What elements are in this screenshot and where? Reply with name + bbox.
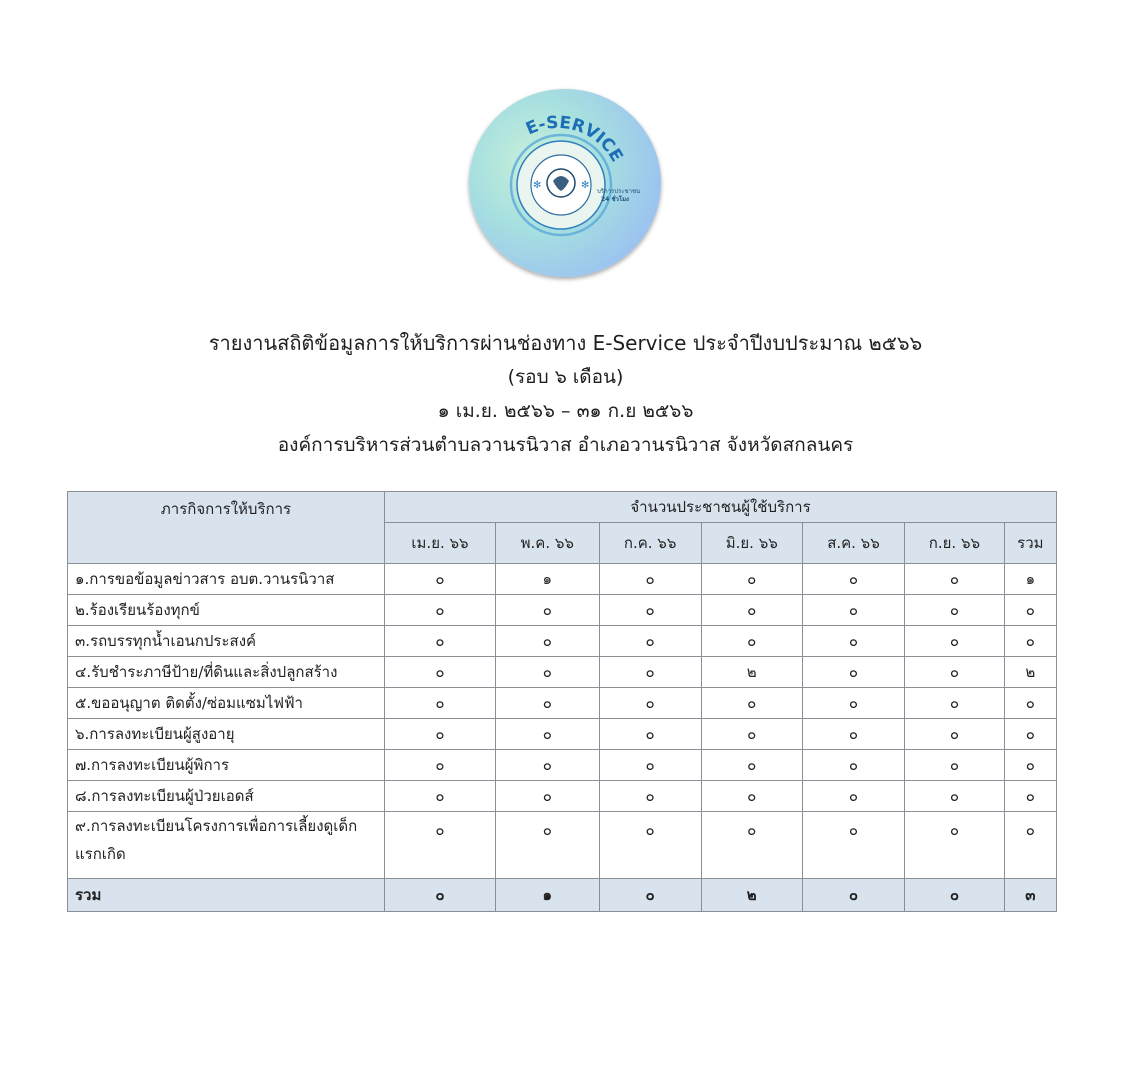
report-title: รายงานสถิติข้อมูลการให้บริการผ่านช่องทาง E-Service ประจำปีงบประมาณ ๒๕๖๖: [208, 331, 923, 355]
task-cell: ๕.ขออนุญาต ติดตั้ง/ซ่อมแซมไฟฟ้า: [68, 688, 385, 719]
count-cell: ๐: [905, 626, 1005, 657]
logo-small-text-2: 24 ชั่วโมง: [601, 196, 629, 203]
count-cell: ๐: [496, 812, 600, 879]
task-cell: ๔.รับชำระภาษีป้าย/ที่ดินและสิ่งปลูกสร้าง: [68, 657, 385, 688]
count-cell: ๐: [599, 595, 701, 626]
total-cell: ๐: [599, 879, 701, 912]
table-row: [68, 595, 1057, 626]
table-row: [68, 781, 1057, 812]
count-cell: ๐: [905, 595, 1005, 626]
report-headings: [0, 326, 1131, 462]
count-cell: ๐: [1004, 626, 1056, 657]
count-cell: ๐: [385, 564, 496, 595]
count-cell: ๐: [385, 781, 496, 812]
count-cell: ๐: [385, 719, 496, 750]
count-cell: ๐: [802, 657, 904, 688]
task-cell: ๖.การลงทะเบียนผู้สูงอายุ: [68, 719, 385, 750]
count-cell: ๑: [1004, 564, 1056, 595]
task-column-header: ภารกิจการให้บริการ: [68, 492, 385, 564]
count-cell: ๐: [905, 688, 1005, 719]
svg-text:✻: ✻: [581, 180, 590, 191]
count-cell: ๐: [1004, 750, 1056, 781]
count-cell: ๐: [599, 812, 701, 879]
count-cell: ๐: [1004, 719, 1056, 750]
count-cell: ๐: [802, 812, 904, 879]
count-cell: ๐: [905, 719, 1005, 750]
count-cell: ๐: [496, 750, 600, 781]
count-cell: ๐: [599, 626, 701, 657]
report-organization: องค์การบริหารส่วนตำบลวานรนิวาส อำเภอวานรนิวาส จังหวัดสกลนคร: [277, 434, 854, 456]
total-label: รวม: [68, 879, 385, 912]
table-row: [68, 719, 1057, 750]
month-column-header: ก.ย. ๖๖: [905, 523, 1005, 564]
table-row: [68, 657, 1057, 688]
logo-small-text: บริการประชาชน: [597, 188, 641, 195]
count-cell: ๐: [701, 750, 802, 781]
count-cell: ๐: [599, 719, 701, 750]
count-cell: ๐: [496, 626, 600, 657]
count-cell: ๐: [1004, 781, 1056, 812]
count-cell: ๑: [496, 564, 600, 595]
count-cell: ๐: [385, 688, 496, 719]
count-cell: ๐: [802, 781, 904, 812]
table-row: [68, 750, 1057, 781]
count-cell: ๐: [599, 564, 701, 595]
count-cell: ๐: [496, 595, 600, 626]
logo-circle: [469, 89, 661, 277]
total-cell: ๐: [802, 879, 904, 912]
count-cell: ๐: [1004, 688, 1056, 719]
month-column-header: รวม: [1004, 523, 1056, 564]
count-cell: ๐: [599, 688, 701, 719]
table-row: [68, 626, 1057, 657]
month-column-header: มิ.ย. ๖๖: [701, 523, 802, 564]
count-cell: ๒: [1004, 657, 1056, 688]
count-cell: ๐: [496, 688, 600, 719]
count-cell: ๐: [802, 750, 904, 781]
count-cell: ๐: [701, 781, 802, 812]
table-row: [68, 564, 1057, 595]
count-cell: ๐: [802, 626, 904, 657]
count-cell: ๐: [496, 781, 600, 812]
count-cell: ๐: [385, 595, 496, 626]
logo-arc-text: E-SERVICE: [523, 112, 627, 166]
count-cell: ๐: [496, 657, 600, 688]
total-cell: ๓: [1004, 879, 1056, 912]
count-cell: ๐: [701, 564, 802, 595]
report-period: ๑ เม.ย. ๒๕๖๖ – ๓๑ ก.ย ๒๕๖๖: [437, 400, 694, 422]
task-cell: ๙.การลงทะเบียนโครงการเพื่อการเลี้ยงดูเด็กแรกเกิด: [68, 812, 385, 879]
table-row: [68, 812, 1057, 879]
count-cell: ๐: [385, 657, 496, 688]
count-cell: ๐: [701, 688, 802, 719]
count-cell: ๐: [905, 564, 1005, 595]
count-cell: ๐: [802, 688, 904, 719]
count-cell: ๐: [1004, 812, 1056, 879]
task-cell: ๑.การขอข้อมูลข่าวสาร อบต.วานรนิวาส: [68, 564, 385, 595]
svg-text:✻: ✻: [533, 180, 542, 191]
statistics-table: [67, 491, 1057, 912]
count-cell: ๐: [701, 719, 802, 750]
total-cell: ๑: [496, 879, 600, 912]
month-column-header: ก.ค. ๖๖: [599, 523, 701, 564]
month-column-header: ส.ค. ๖๖: [802, 523, 904, 564]
count-cell: ๒: [701, 657, 802, 688]
count-cell: ๐: [905, 812, 1005, 879]
total-cell: ๐: [905, 879, 1005, 912]
count-cell: ๐: [701, 812, 802, 879]
count-cell: ๐: [385, 626, 496, 657]
e-service-logo: [469, 89, 661, 277]
task-cell: ๗.การลงทะเบียนผู้พิการ: [68, 750, 385, 781]
total-row: [68, 879, 1057, 912]
logo-emblem-icon: [469, 89, 661, 277]
month-column-header: เม.ย. ๖๖: [385, 523, 496, 564]
count-cell: ๐: [599, 750, 701, 781]
count-cell: ๐: [496, 719, 600, 750]
table-row: [68, 688, 1057, 719]
count-cell: ๐: [802, 595, 904, 626]
count-cell: ๐: [701, 595, 802, 626]
total-cell: ๒: [701, 879, 802, 912]
count-cell: ๐: [905, 781, 1005, 812]
count-cell: ๐: [599, 657, 701, 688]
count-cell: ๐: [905, 657, 1005, 688]
month-column-header: พ.ค. ๖๖: [496, 523, 600, 564]
count-cell: ๐: [385, 812, 496, 879]
report-subtitle: (รอบ ๖ เดือน): [507, 366, 624, 388]
count-cell: ๐: [905, 750, 1005, 781]
group-column-header: จำนวนประชาชนผู้ใช้บริการ: [385, 492, 1057, 523]
count-cell: ๐: [802, 564, 904, 595]
count-cell: ๐: [701, 626, 802, 657]
task-cell: ๒.ร้องเรียนร้องทุกข์: [68, 595, 385, 626]
total-cell: ๐: [385, 879, 496, 912]
task-cell: ๓.รถบรรทุกน้ำเอนกประสงค์: [68, 626, 385, 657]
count-cell: ๐: [385, 750, 496, 781]
count-cell: ๐: [802, 719, 904, 750]
count-cell: ๐: [1004, 595, 1056, 626]
count-cell: ๐: [599, 781, 701, 812]
task-cell: ๘.การลงทะเบียนผู้ป่วยเอดส์: [68, 781, 385, 812]
